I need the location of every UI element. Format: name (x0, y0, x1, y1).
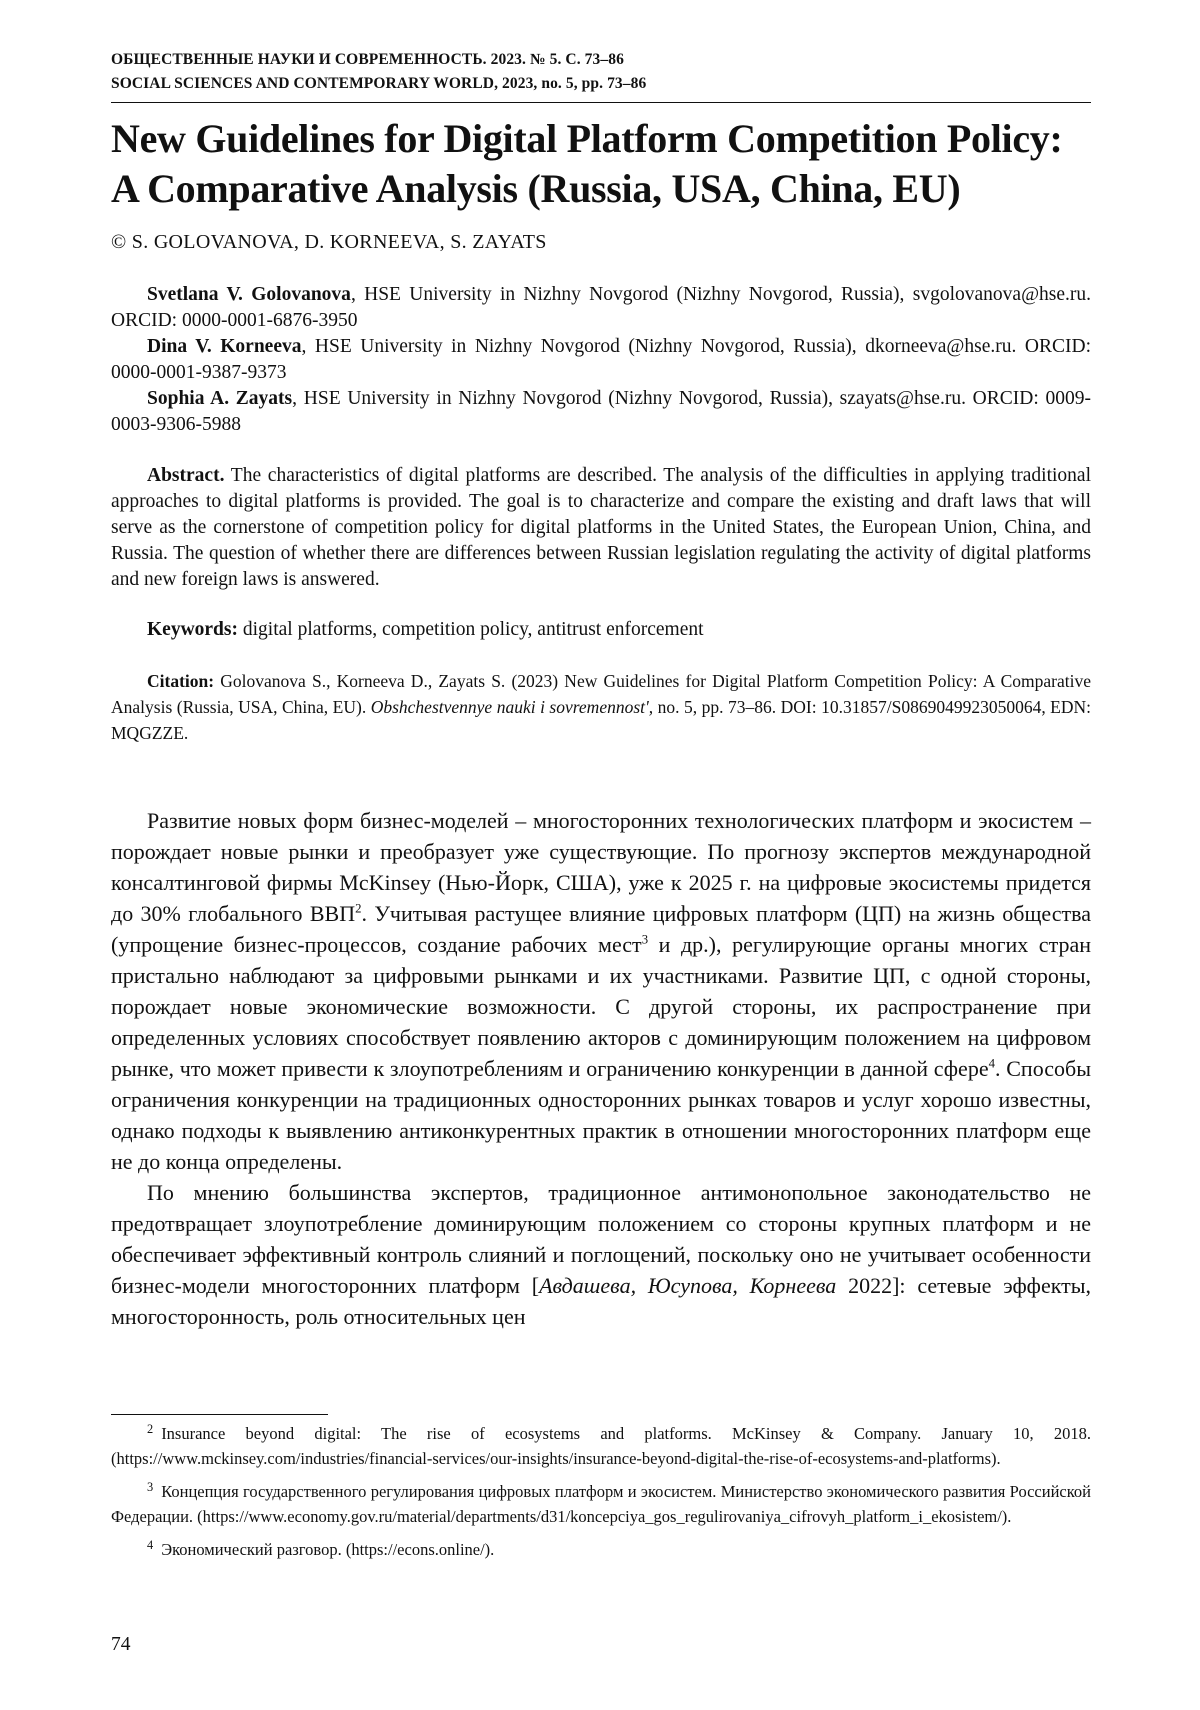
abstract-text: The characteristics of digital platforms are described. The analysis of the difficulties in applying traditional approaches to digital platforms is provided. The goal is to characterize and compare the existing and draft laws that will serve as the cornerstone of competition policy for digital platforms in the United States, the European Union, China, and Russia. The question of whether there are differences between Russian legislation regulating the activity of digital platforms and new foreign laws is answered. (111, 465, 1091, 590)
abstract (111, 463, 1091, 593)
affiliation-zayats (111, 386, 1091, 438)
citation-label: Citation: (147, 671, 215, 691)
affiliation-korneeva (111, 334, 1091, 386)
author-name: Sophia A. Zayats (147, 388, 293, 409)
footnote-divider (111, 1414, 328, 1415)
title-line-1: New Guidelines for Digital Platform Competition Policy: (111, 116, 1063, 161)
keywords (111, 617, 1091, 643)
footnotes (111, 1421, 1091, 1570)
citation-text-after: no. 5, pp. 73–86. DOI: 10.31857/S0869049923050064, EDN: MQGZZE. (111, 697, 1092, 743)
footnote-number: 3 (147, 1479, 154, 1494)
footnote-text: Insurance beyond digital: The rise of ecosystems and platforms. McKinsey & Company. January 10, 2018. (https://www.mckinsey.com/industries/financial-services/our-insights/insurance-beyond-digital-the-rise-of-ecosystems-and-platforms). (111, 1424, 1091, 1468)
header-divider (111, 102, 1091, 103)
abstract-label: Abstract. (147, 465, 225, 486)
footnote-3 (111, 1479, 1091, 1529)
journal-header-ru: ОБЩЕСТВЕННЫЕ НАУКИ И СОВРЕМЕННОСТЬ. 2023. № 5. С. 73–86 (111, 51, 624, 68)
affiliation-golovanova (111, 282, 1091, 334)
journal-header (111, 48, 1091, 96)
page-number: 74 (111, 1634, 131, 1655)
authors-line: © S. GOLOVANOVA, D. KORNEEVA, S. ZAYATS (111, 231, 547, 253)
reference-authors: Авдашева, Юсупова, Корнеева (539, 1273, 837, 1298)
affiliation-text: , HSE University in Nizhny Novgorod (Nizhny Novgorod, Russia), szayats@hse.ru. ORCID: 0009-0003-9306-5988 (111, 388, 1091, 435)
footnote-text: Экономический разговор. (https://econs.online/). (161, 1540, 495, 1559)
citation-journal: Obshchestvennye nauki i sovremennost', (370, 697, 654, 717)
article-title (111, 114, 1091, 214)
author-affiliations (111, 282, 1091, 438)
journal-header-en: SOCIAL SCIENCES AND CONTEMPORARY WORLD, 2023, no. 5, pp. 73–86 (111, 75, 647, 92)
body-paragraph-1: Развитие новых форм бизнес-моделей – многосторонних технологических платформ и экосистем – порождает новые рынки и преобразует уже существующие. По прогнозу экспертов международной консалтинговой фирмы McKinsey (Нью-Йорк, США), уже к 2025 г. на цифровые экосистемы придется до 30% глобального ВВП$^2$. Учитывая растущее влияние цифровых платформ (ЦП) на жизнь общества (упрощение бизнес-процессов, создание рабочих мест$^3$ и др.), регулирующие органы многих стран пристально наблюдают за цифровыми рынками и их участниками. Развитие ЦП, с одной стороны, порождает новые экономические возможности. С другой стороны, их распространение при определенных условиях способствует появлению акторов с доминирующим положением на цифровом рынке, что может привести к злоупотреблениям и ограничению конкуренции в данной сфере$^4$. Способы ограничения конкуренции на традиционных односторонних рынках товаров и услуг хорошо известны, однако подходы к выявлению антиконкурентных практик в отношении многосторонних платформ еще не до конца определены. (111, 808, 1091, 1174)
footnote-ref-4[interactable]: 4 (988, 1056, 995, 1071)
author-name: Dina V. Korneeva (147, 336, 302, 357)
affiliation-text: , HSE University in Nizhny Novgorod (Nizhny Novgorod, Russia), dkorneeva@hse.ru. ORCID: 0000-0001-9387-9373 (111, 336, 1091, 383)
footnote-number: 2 (147, 1421, 154, 1436)
footnote-text: Концепция государственного регулирования цифровых платформ и экосистем. Министерство экономического развития Российской Федерации. (https://www.economy.gov.ru/material/departments/d31/koncepciya_gos_regulirovaniya_cifrovyh_platform_i_ekosistem/). (111, 1482, 1091, 1526)
keywords-text: digital platforms, competition policy, antitrust enforcement (238, 619, 704, 640)
footnote-4 (111, 1537, 1091, 1562)
affiliation-text: , HSE University in Nizhny Novgorod (Nizhny Novgorod, Russia), svgolovanova@hse.ru. ORCID: 0000-0001-6876-3950 (111, 284, 1092, 331)
citation (111, 668, 1091, 746)
author-name: Svetlana V. Golovanova (147, 284, 351, 305)
body-paragraph-2: По мнению большинства экспертов, традиционное антимонопольное законодательство не предотвращает злоупотребление доминирующим положением со стороны крупных платформ и не обеспечивает эффективный контроль слияний и поглощений, поскольку оно не учитывает особенности бизнес-модели многосторонних платформ [Авдашева, Юсупова, Корнеева 2022]: сетевые эффекты, многосторонность, роль относительных цен (111, 1180, 1091, 1329)
footnote-2 (111, 1421, 1091, 1471)
footnote-ref-2[interactable]: 2 (355, 901, 362, 916)
citation-text: Golovanova S., Korneeva D., Zayats S. (2023) New Guidelines for Digital Platform Competition Policy: A Comparative Analysis (Russia, USA, China, EU). (111, 671, 1091, 717)
footnote-ref-3[interactable]: 3 (641, 932, 649, 947)
footnote-number: 4 (147, 1537, 154, 1552)
reference-year: 2022 (836, 1273, 893, 1298)
title-line-2: A Comparative Analysis (Russia, USA, China, EU) (111, 166, 961, 211)
keywords-label: Keywords: (147, 619, 238, 640)
body-text (111, 805, 1091, 1332)
